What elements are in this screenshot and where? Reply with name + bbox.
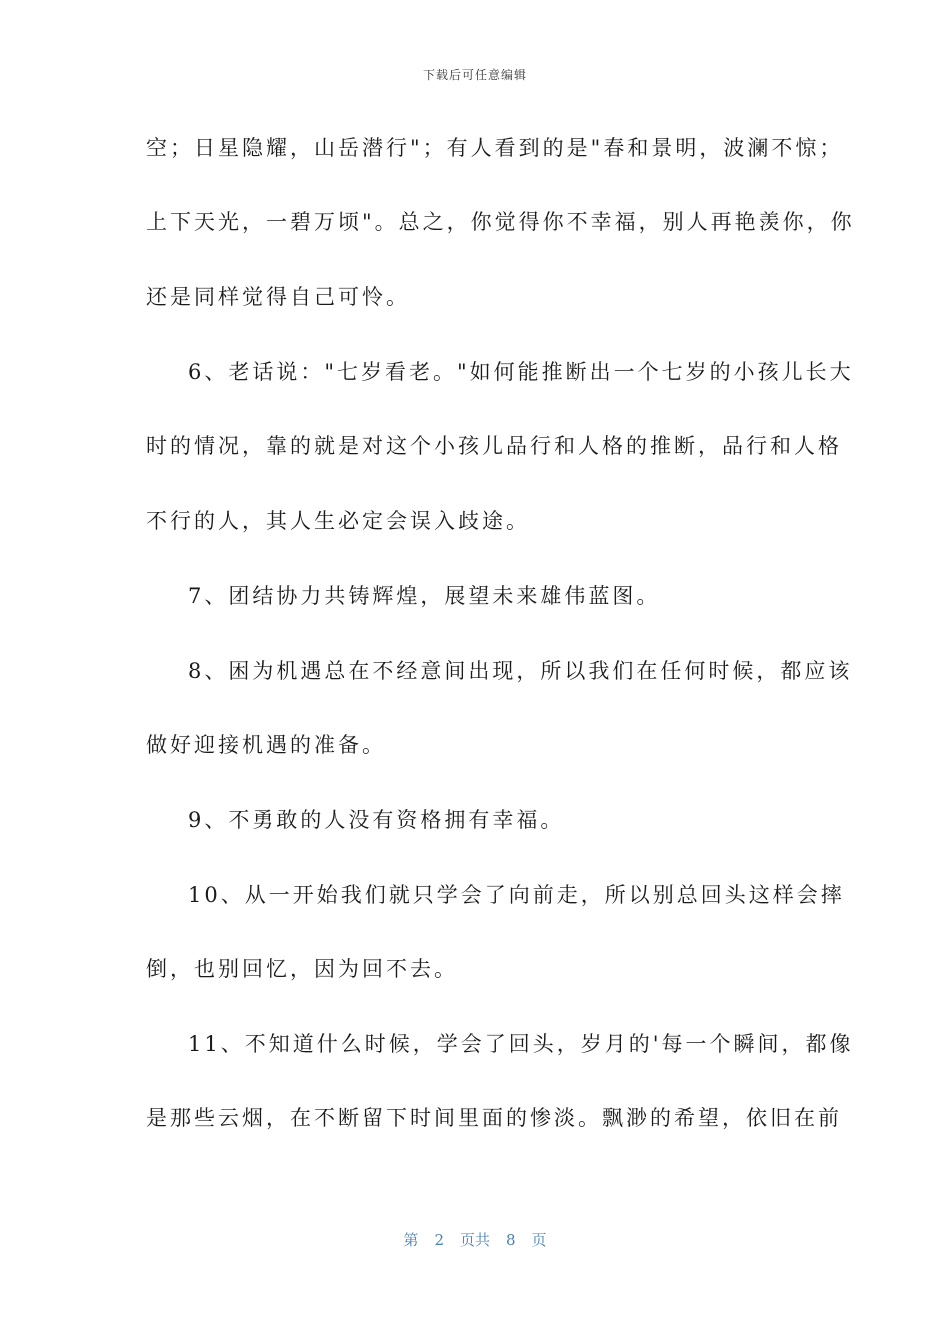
text-line: 做好迎接机遇的准备。 xyxy=(146,733,386,757)
text-line: 倒，也别回忆，因为回不去。 xyxy=(146,957,458,981)
total-pages-number: 8 xyxy=(506,1231,516,1249)
text-line: 上下天光，一碧万顷"。总之，你觉得你不幸福，别人再艳羡你，你 xyxy=(146,210,855,234)
paragraph-first-line: 10、从一开始我们就只学会了向前走，所以别总回头这样会摔 xyxy=(188,883,845,907)
page-footer xyxy=(0,1229,950,1250)
paragraph-first-line: 6、老话说："七岁看老。"如何能推断出一个七岁的小孩儿长大 xyxy=(188,360,854,384)
paragraph-first-line: 11、不知道什么时候，学会了回头，岁月的'每一个瞬间，都像 xyxy=(188,1032,854,1056)
text-line: 空；日星隐耀，山岳潜行"；有人看到的是"春和景明，波澜不惊； xyxy=(146,136,844,160)
text-line: 是那些云烟，在不断留下时间里面的惨淡。飘渺的希望，依旧在前 xyxy=(146,1106,842,1130)
footer-label-ye: 页 xyxy=(531,1231,547,1249)
page-header: 下载后可任意编辑 xyxy=(422,68,527,82)
text-line: 时的情况，靠的就是对这个小孩儿品行和人格的推断，品行和人格 xyxy=(146,434,842,458)
current-page-number: 2 xyxy=(434,1231,444,1249)
text-line: 不行的人，其人生必定会误入歧途。 xyxy=(146,509,530,533)
paragraph-first-line: 8、困为机遇总在不经意间出现，所以我们在任何时候，都应该 xyxy=(188,659,853,683)
paragraph-first-line: 7、团结协力共铸辉煌，展望未来雄伟蓝图。 xyxy=(188,584,661,608)
text-line: 还是同样觉得自己可怜。 xyxy=(146,285,410,309)
paragraph-first-line: 9、不勇敢的人没有资格拥有幸福。 xyxy=(188,808,565,832)
footer-label-di: 第 xyxy=(403,1231,419,1249)
footer-label-ye-gong: 页共 xyxy=(459,1231,490,1249)
